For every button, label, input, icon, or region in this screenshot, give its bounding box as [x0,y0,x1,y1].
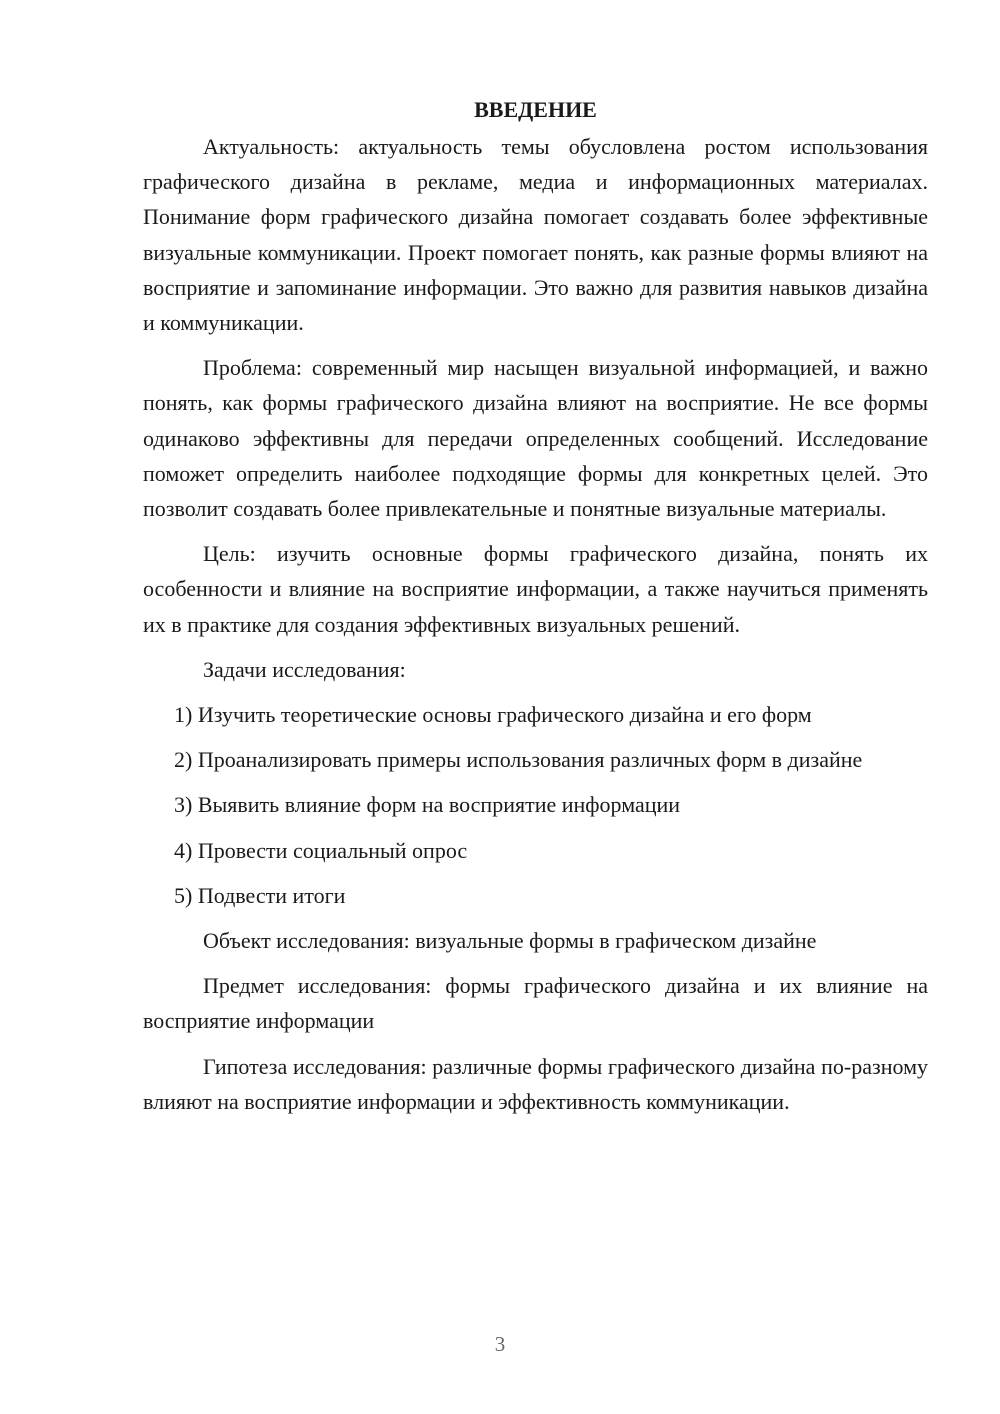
task-item: 5) Подвести итоги [174,882,346,908]
problem-paragraph: Проблема: современный мир насыщен визуальной информацией, и важно понять, как формы графического дизайна влияют на восприятие. Не все формы одинаково эффективны для передачи определенных сообщений. Исследование поможет определить наиболее подходящие формы для конкретных целей. Это позволит создавать более привлекательные и понятные визуальные материалы. [143,355,928,522]
goal-paragraph: Цель: изучить основные формы графического дизайна, понять их особенности и влияние на восприятие информации, а также научиться применять их в практике для создания эффективных визуальных решений. [143,541,928,637]
tasks-heading: Задачи исследования: [203,656,406,682]
object-paragraph: Объект исследования: визуальные формы в графическом дизайне [203,928,817,954]
relevance-paragraph: Актуальность: актуальность темы обусловлена ростом использования графического дизайна в рекламе, медиа и информационных материалах. Понимание форм графического дизайна помогает создавать более эффективные визуальные коммуникации. Проект помогает понять, как разные формы влияют на восприятие и запоминание информации. Это важно для развития навыков дизайна и коммуникации. [143,134,928,336]
hypothesis-paragraph: Гипотеза исследования: различные формы графического дизайна по-разному влияют на восприятие информации и эффективность коммуникации. [143,1053,928,1114]
page-number: 3 [494,1332,506,1356]
subject-paragraph: Предмет исследования: формы графического дизайна и их влияние на восприятие информации [143,973,928,1034]
task-item: 2) Проанализировать примеры использования различных форм в дизайне [174,747,863,773]
task-item: 3) Выявить влияние форм на восприятие информации [174,792,681,818]
document-page [143,92,928,1129]
page-title: ВВЕДЕНИЕ [474,97,597,122]
task-item: 4) Провести социальный опрос [174,837,468,863]
task-item: 1) Изучить теоретические основы графического дизайна и его форм [174,702,812,728]
